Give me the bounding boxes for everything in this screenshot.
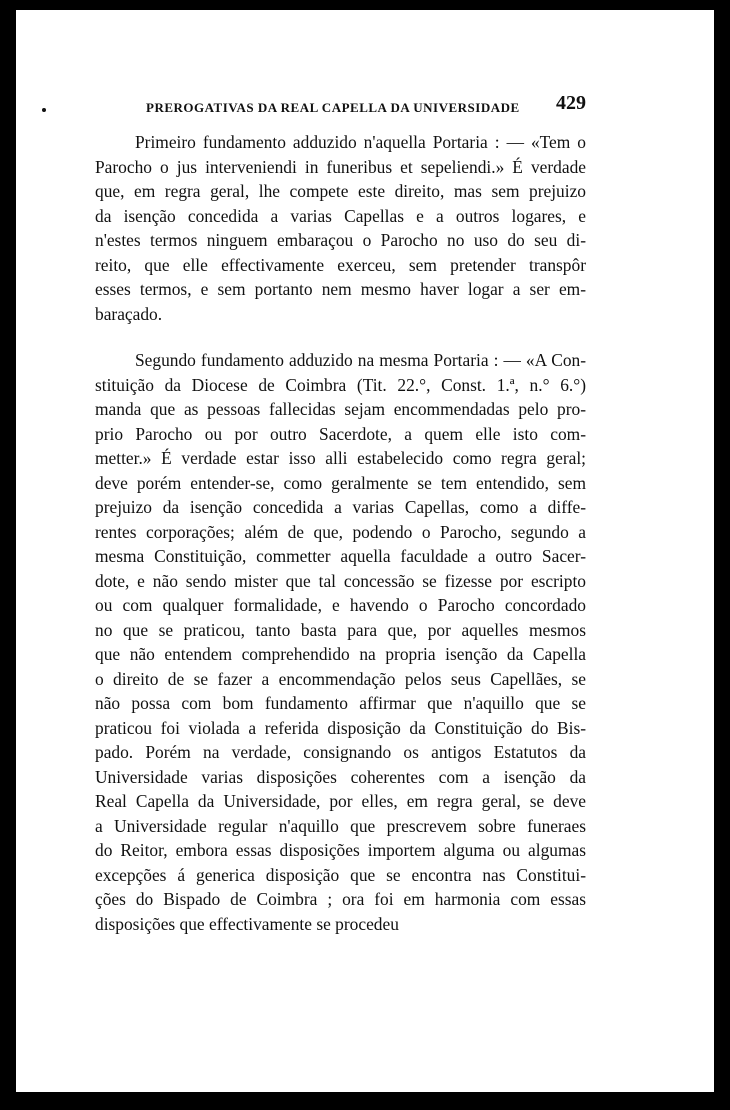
- book-page: [16, 10, 714, 1092]
- text-line: Segundo fundamento adduzido na mesma Portaria : — «A Con-: [135, 350, 586, 370]
- text-line: a Universidade regular n'aquillo que prescrevem sobre funeraes: [95, 815, 586, 836]
- text-line: no que se praticou, tanto basta para que, por aquelles mesmos: [95, 619, 586, 640]
- margin-mark: [42, 108, 46, 112]
- text-line: da isenção concedida a varias Capellas e a outros logares, e: [95, 205, 586, 226]
- text-line: prio Parocho ou por outro Sacerdote, a quem elle isto com-: [95, 423, 586, 444]
- text-line: praticou foi violada a referida disposição da Constituição do Bis-: [95, 717, 586, 738]
- text-line: não possa com bom fundamento affirmar que n'aquillo que se: [95, 693, 586, 713]
- text-line: n'estes termos ninguem embaraçou o Parocho no uso do seu di-: [95, 230, 586, 250]
- text-line: dote, e não sendo mister que tal concessão se fizesse por escripto: [95, 570, 586, 591]
- text-line: metter.» É verdade estar isso alli estabelecido como regra geral;: [95, 448, 586, 468]
- text-line: ou com qualquer formalidade, e havendo o Parocho concordado: [95, 595, 586, 615]
- page-number: 429: [556, 92, 586, 114]
- text-line: o direito de se fazer a encommendação pelos seus Capellães, se: [95, 668, 586, 689]
- text-line: Parocho o jus interveniendi in funeribus et sepeliendi.» É verdade: [95, 156, 586, 177]
- text-line: disposições que effectivamente se procedeu: [95, 913, 399, 934]
- running-title: PREROGATIVAS DA REAL CAPELLA DA UNIVERSIDADE: [146, 100, 520, 115]
- text-line: pado. Porém na verdade, consignando os antigos Estatutos da: [95, 742, 586, 762]
- text-line: stituição da Diocese de Coimbra (Tit. 22.°, Const. 1.ª, n.° 6.°): [95, 374, 586, 395]
- text-line: prejuizo da isenção concedida a varias Capellas, como a diffe-: [95, 497, 586, 517]
- text-line: esses termos, e sem portanto nem mesmo haver logar a ser em-: [95, 279, 586, 299]
- paragraph-2: [95, 348, 586, 936]
- text-line: deve porém entender-se, como geralmente se tem entendido, sem: [95, 472, 586, 493]
- running-header: [146, 92, 586, 118]
- text-line: Primeiro fundamento adduzido n'aquella Portaria : — «Tem o: [135, 132, 586, 152]
- text-line: baraçado.: [95, 303, 163, 324]
- text-line: excepções á generica disposição que se encontra nas Constitui-: [95, 864, 586, 885]
- text-line: reito, que elle effectivamente exerceu, sem pretender transpôr: [95, 254, 586, 275]
- text-line: Real Capella da Universidade, por elles, em regra geral, se deve: [95, 791, 586, 811]
- text-line: rentes corporações; além de que, podendo o Parocho, segundo a: [95, 521, 586, 542]
- text-line: manda que as pessoas fallecidas sejam encommendadas pelo pro-: [95, 399, 586, 419]
- paragraph-1: [95, 130, 586, 326]
- body-text: [95, 130, 586, 936]
- text-line: que, em regra geral, lhe compete este direito, mas sem prejuizo: [95, 181, 586, 201]
- text-line: que não entendem comprehendido na propria isenção da Capella: [95, 644, 586, 664]
- text-line: mesma Constituição, commetter aquella faculdade a outro Sacer-: [95, 546, 586, 566]
- text-line: do Reitor, embora essas disposições importem alguma ou algumas: [95, 840, 586, 860]
- text-line: ções do Bispado de Coimbra ; ora foi em harmonia com essas: [95, 889, 586, 909]
- text-line: Universidade varias disposições coherentes com a isenção da: [95, 766, 586, 787]
